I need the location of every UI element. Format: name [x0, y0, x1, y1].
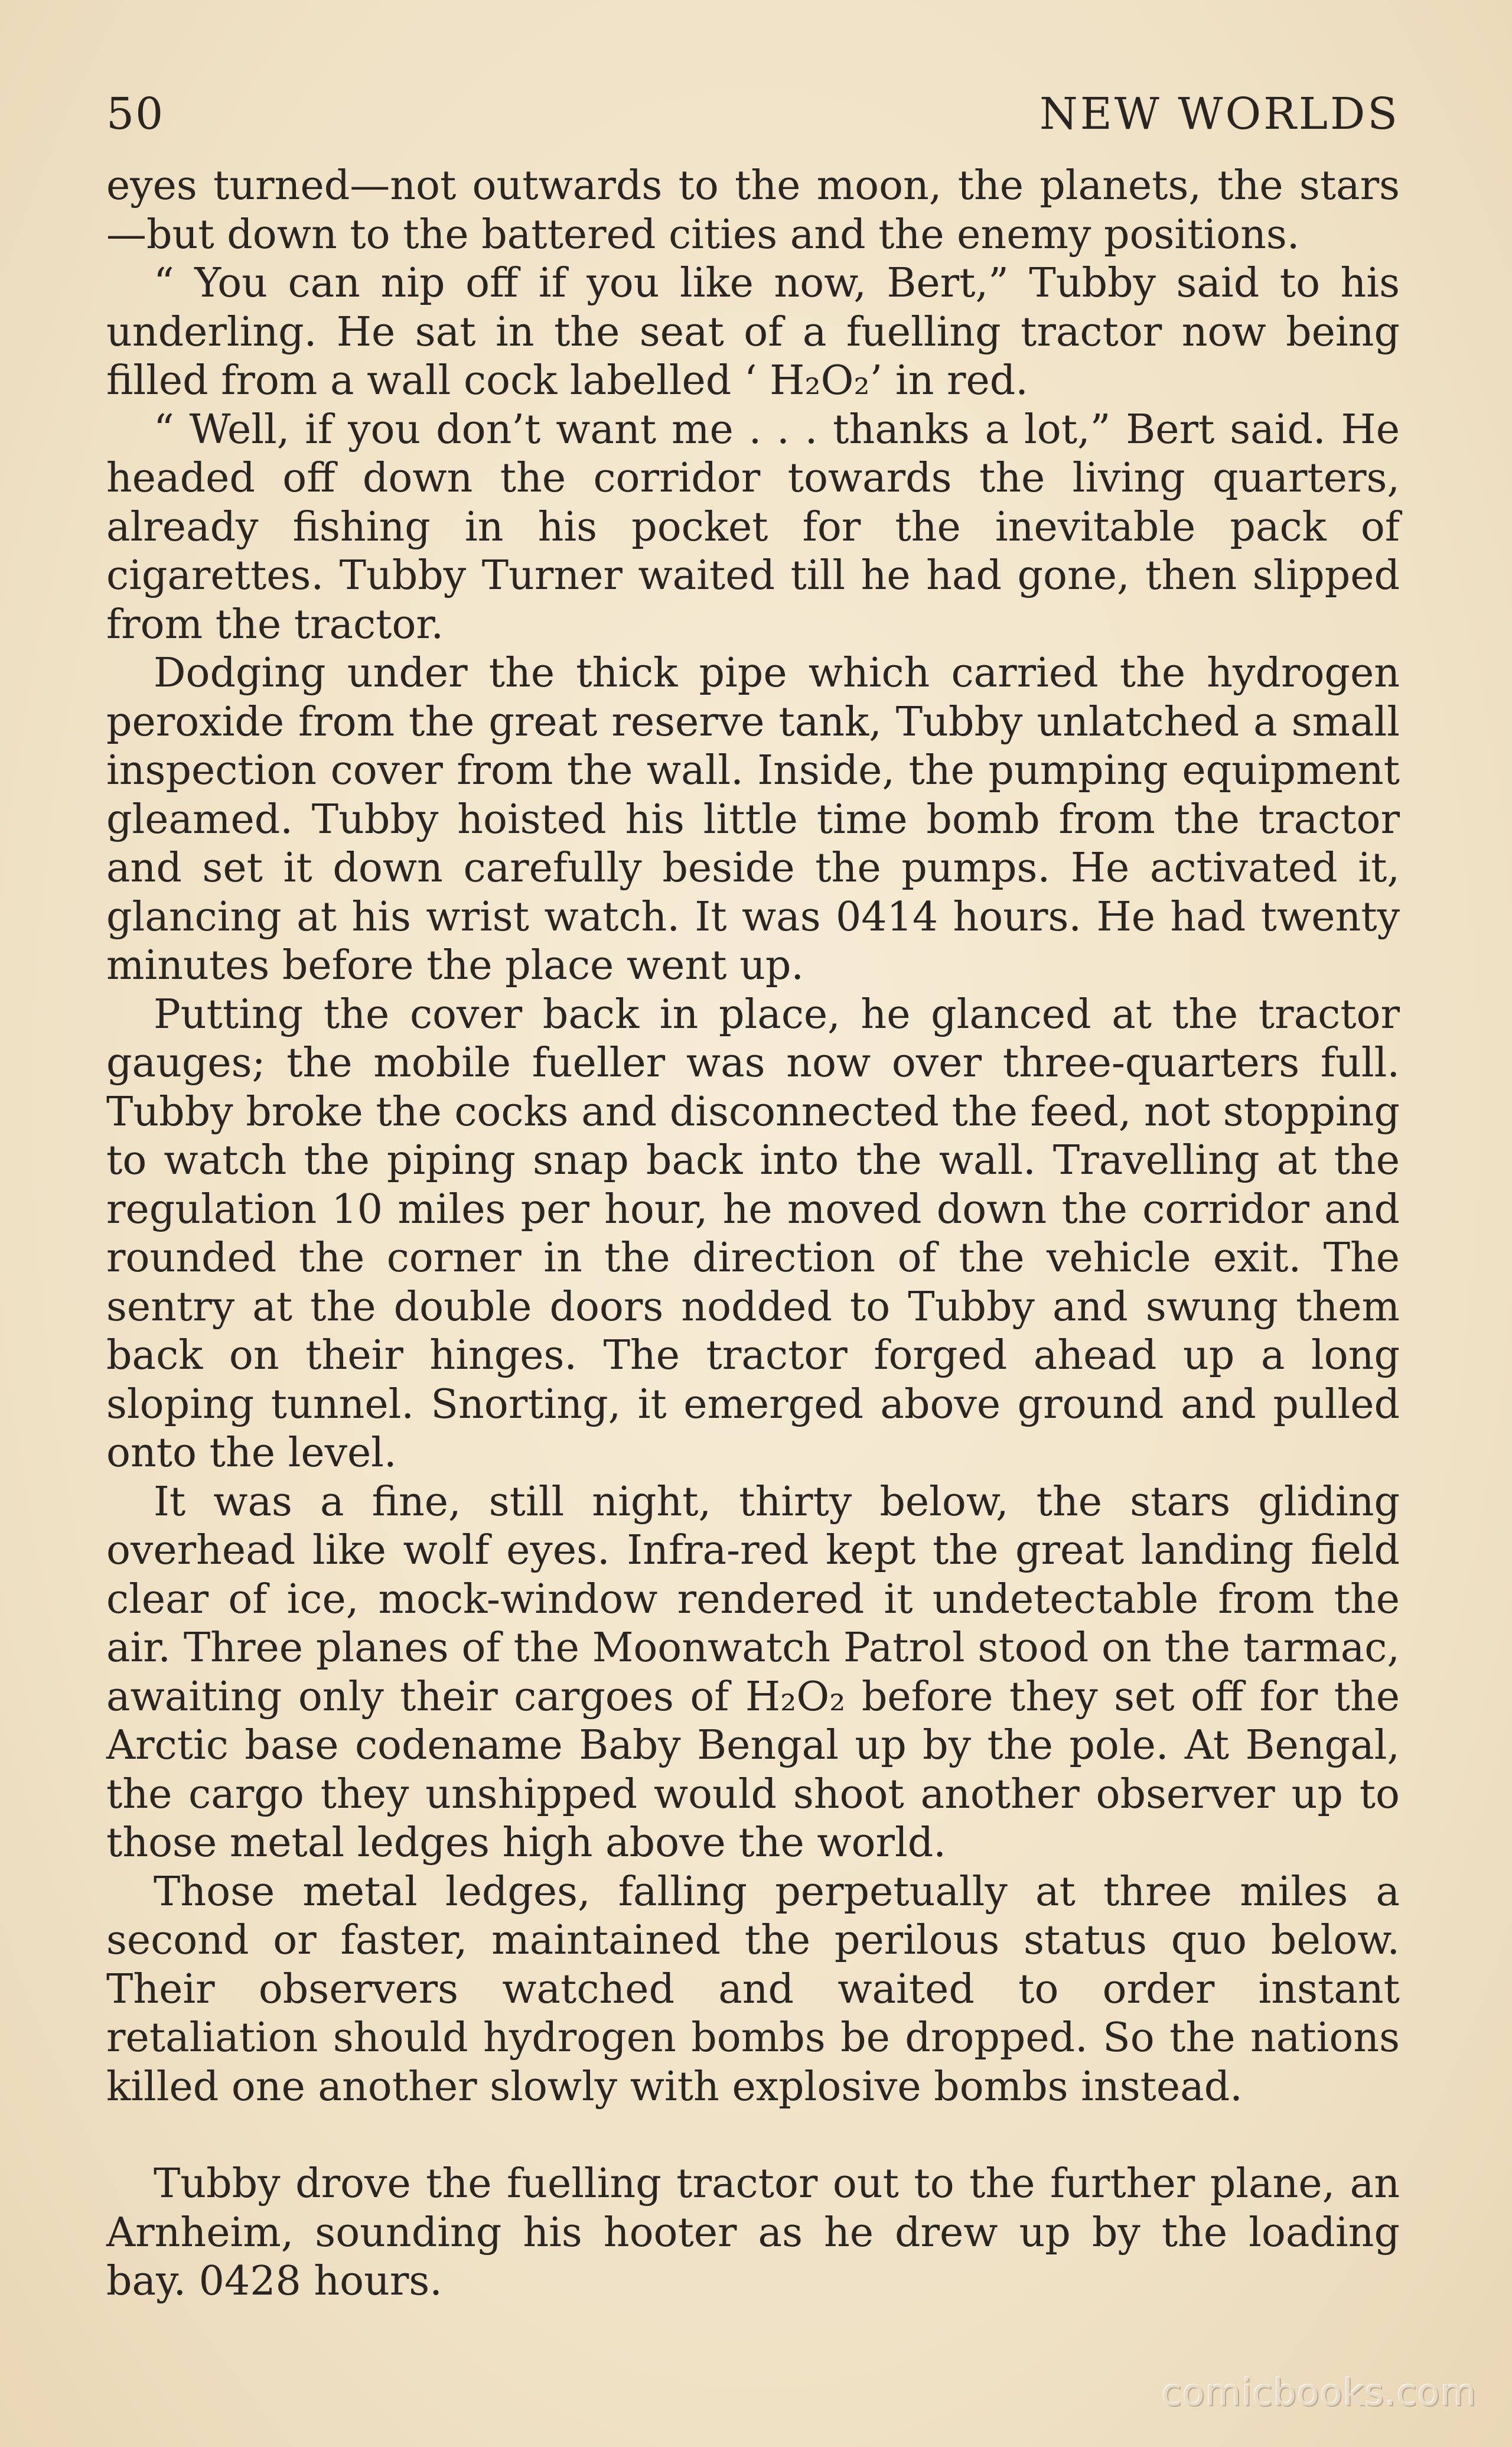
body-text [106, 162, 1400, 2306]
paragraph-5: Putting the cover back in place, he glanced at the tractor gauges; the mobile fueller was now over three-quarters full. Tubby broke the cocks and disconnected the feed, not stopping to watch the piping snap back into the wall. Travelling at the regulation 10 miles per hour, he moved down the corridor and rounded the corner in the direction of the vehicle exit. The sentry at the double doors nodded to Tubby and swung them back on their hinges. The tractor forged ahead up a long sloping tunnel. Snorting, it emerged above ground and pulled onto the level. [106, 991, 1400, 1476]
section-break [106, 2111, 1400, 2160]
page-number: 50 [106, 89, 165, 139]
paragraph-3: “ Well, if you don’t want me . . . thanks a lot,” Bert said. He headed off down the corridor towards the living quarters, already fishing in his pocket for the inevitable pack of cigarettes. Tubby Turner waited till he had gone, then slipped from the tractor. [106, 406, 1400, 648]
paragraph-1: eyes turned—not outwards to the moon, the planets, the stars —but down to the battered cities and the enemy positions. [106, 162, 1400, 258]
paragraph-4: Dodging under the thick pipe which carried the hydrogen peroxide from the great reserve tank, Tubby unlatched a small inspection cover from the wall. Inside, the pumping equipment gleamed. Tubby hoisted his little time bomb from the tractor and set it down carefully beside the pumps. He activated it, glancing at his wrist watch. It was 0414 hours. He had twenty minutes before the place went up. [106, 650, 1400, 989]
page-header [106, 89, 1400, 139]
paragraph-7: Those metal ledges, falling perpetually at three miles a second or faster, maintained the perilous status quo below. Their observers watched and waited to order instant retaliation should hydrogen bombs be dropped. So the nations killed one another slowly with explosive bombs instead. [106, 1868, 1400, 2110]
paragraph-8: Tubby drove the fuelling tractor out to the further plane, an Arnheim, sounding his hooter as he drew up by the loading bay. 0428 hours. [106, 2160, 1400, 2305]
paragraph-6: It was a fine, still night, thirty below, the stars gliding overhead like wolf eyes. Infra-red kept the great landing field clear of ice, mock-window rendered it undetectable from the air. Three planes of the Moonwatch Patrol stood on the tarmac, awaiting only their cargoes of H₂O₂ before they set off for the Arctic base codename Baby Bengal up by the pole. At Bengal, the cargo they unshipped would shoot another observer up to those metal ledges high above the world. [106, 1478, 1400, 1866]
paragraph-2: “ You can nip off if you like now, Bert,” Tubby said to his underling. He sat in the seat of a fuelling tractor now being filled from a wall cock labelled ‘ H₂O₂’ in red. [106, 260, 1400, 404]
watermark-logo: comicbooks.com [1161, 2371, 1477, 2414]
running-title: NEW WORLDS [1040, 89, 1400, 139]
book-page [106, 89, 1400, 2306]
